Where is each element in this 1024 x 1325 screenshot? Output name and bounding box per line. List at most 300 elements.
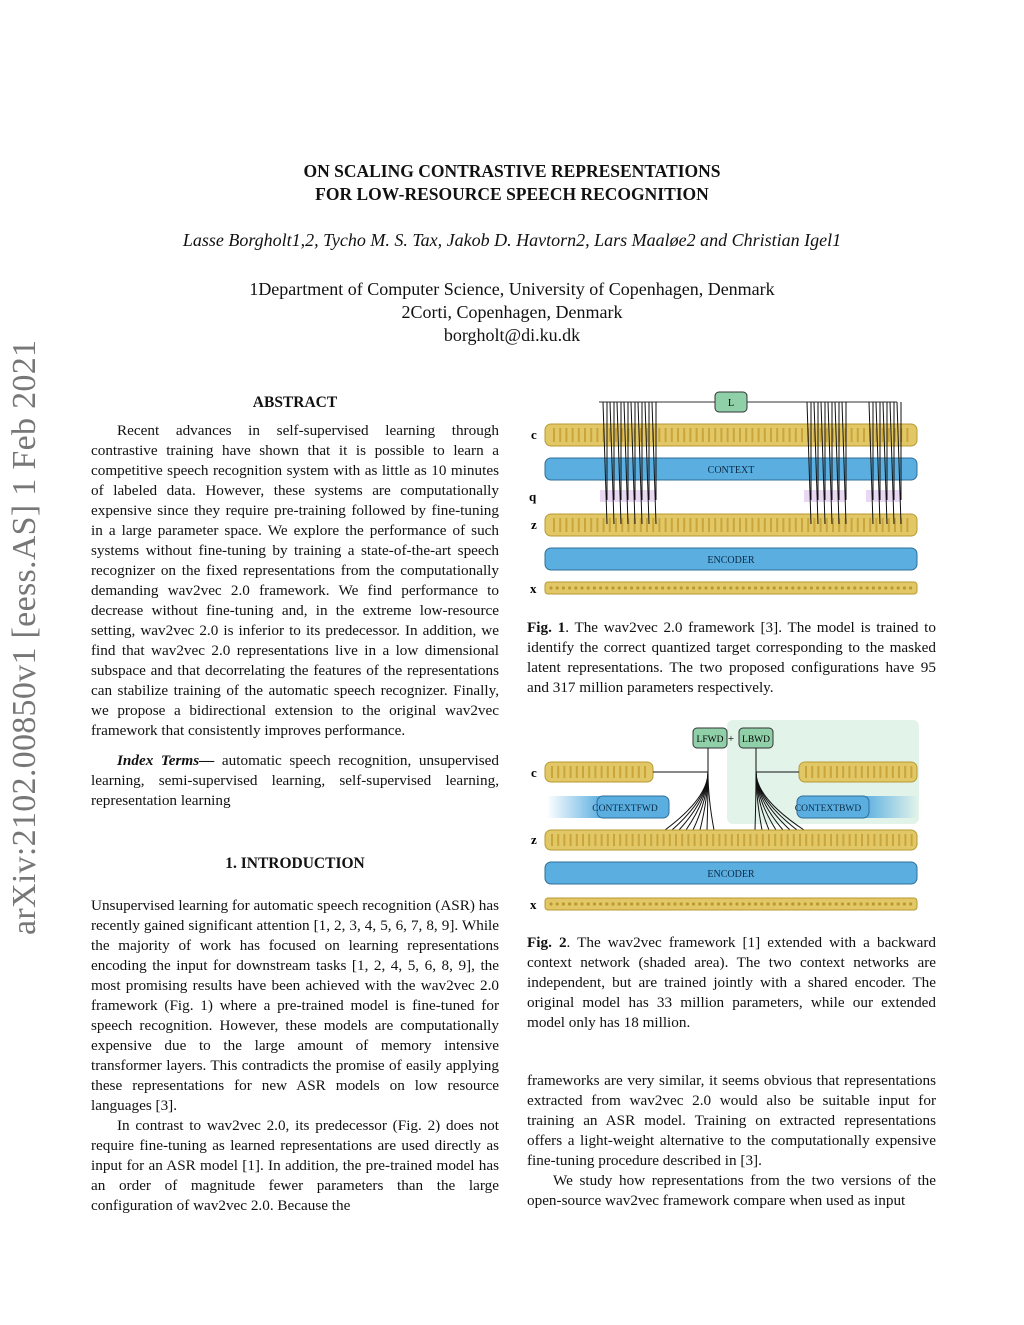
z-stripe	[892, 834, 894, 846]
x-dot	[816, 586, 819, 589]
quantized-mark	[804, 490, 810, 502]
z-stripe	[656, 834, 658, 846]
z-stripe	[578, 518, 580, 532]
c-stripe	[824, 766, 826, 778]
x-dot	[649, 902, 652, 905]
affiliation-2: 2Corti, Copenhagen, Denmark	[401, 302, 623, 322]
z-stripe	[725, 834, 727, 846]
c-stripe	[727, 428, 729, 442]
x-dot	[878, 902, 881, 905]
z-stripe	[553, 518, 555, 532]
c-stripe	[557, 766, 559, 778]
c-stripe	[820, 428, 822, 442]
c-stripe	[906, 428, 908, 442]
x-dot	[624, 586, 627, 589]
c-stripe	[594, 766, 596, 778]
c-stripe	[601, 766, 603, 778]
x-dot	[828, 902, 831, 905]
quantized-mark	[873, 490, 879, 502]
z-stripe	[787, 834, 789, 846]
x-dot	[841, 902, 844, 905]
z-stripe	[882, 518, 884, 532]
x-dot	[680, 586, 683, 589]
x-dot	[841, 586, 844, 589]
c-stripe	[615, 428, 617, 442]
c-stripe	[886, 766, 888, 778]
z-stripe	[683, 518, 685, 532]
c-stripe	[720, 428, 722, 442]
x-dot	[667, 902, 670, 905]
z-stripe	[727, 518, 729, 532]
quantized-mark	[832, 490, 838, 502]
z-stripe	[621, 518, 623, 532]
x-dot	[698, 586, 701, 589]
z-stripe	[826, 518, 828, 532]
x-dot	[667, 586, 670, 589]
x-dot	[766, 902, 769, 905]
c-stripe	[782, 428, 784, 442]
c-stripe	[805, 766, 807, 778]
x-dot	[760, 902, 763, 905]
x-dot	[661, 902, 664, 905]
x-dot	[835, 586, 838, 589]
z-stripe	[811, 834, 813, 846]
c-stripe	[770, 428, 772, 442]
z-stripe	[677, 518, 679, 532]
x-dot	[773, 902, 776, 905]
z-stripe	[756, 834, 758, 846]
quantized-mark	[607, 490, 613, 502]
quantized-mark	[600, 490, 606, 502]
x-dot	[562, 586, 565, 589]
fig2-caption-text: . The wav2vec framework [1] extended with a backward context network (shaded area). The two context networks are independent, but are trained jointly with a shared encoder. The original model has 33 million parameters, while our extended model only has 18 million.	[527, 934, 937, 1031]
z-stripe	[563, 834, 565, 846]
x-dot	[599, 586, 602, 589]
abstract-section	[91, 393, 499, 811]
c-stripe	[570, 766, 572, 778]
c-stripe	[851, 428, 853, 442]
encoder-label-2: ENCODER	[707, 869, 755, 880]
x-dot	[822, 902, 825, 905]
context-bwd-label: CONTEXTBWD	[794, 804, 862, 814]
x-dot	[853, 586, 856, 589]
z-stripe	[830, 834, 832, 846]
fan-line	[708, 772, 714, 830]
context-label: CONTEXT	[707, 465, 755, 476]
x-dot	[748, 586, 751, 589]
label-c-2: c	[531, 765, 537, 780]
figure-2-caption	[527, 933, 936, 1033]
z-stripe	[572, 518, 574, 532]
x-dot	[630, 586, 633, 589]
x-dot	[735, 586, 738, 589]
x-dot	[704, 586, 707, 589]
x-dot	[717, 586, 720, 589]
x-dot	[723, 902, 726, 905]
z-stripe	[619, 834, 621, 846]
x-dot	[729, 902, 732, 905]
z-stripe	[813, 518, 815, 532]
x-dot	[711, 586, 714, 589]
x-dot	[580, 586, 583, 589]
fig2-caption-label: Fig. 2	[527, 934, 567, 951]
quantized-mark	[635, 490, 641, 502]
x-dot	[791, 586, 794, 589]
z-stripe	[632, 834, 634, 846]
abstract-heading: ABSTRACT	[252, 394, 338, 411]
c-stripe	[857, 428, 859, 442]
z-stripe	[714, 518, 716, 532]
x-dot	[611, 902, 614, 905]
z-stripe	[607, 834, 609, 846]
c-stripe	[632, 766, 634, 778]
z-stripe	[712, 834, 714, 846]
z-stripe	[743, 834, 745, 846]
affiliation-1: 1Department of Computer Science, University of Copenhagen, Denmark	[249, 279, 775, 299]
c-stripe	[683, 428, 685, 442]
quantized-mark	[628, 490, 634, 502]
z-stripe	[764, 518, 766, 532]
x-dot	[872, 902, 875, 905]
x-dot	[897, 902, 900, 905]
x-dot	[804, 902, 807, 905]
z-stripe	[904, 834, 906, 846]
z-stripe	[663, 834, 665, 846]
index-terms-label: Index Terms—	[117, 752, 215, 769]
c-stripe	[758, 428, 760, 442]
z-stripe	[650, 834, 652, 846]
quantized-mark	[811, 490, 817, 502]
x-dot	[574, 902, 577, 905]
c-stripe	[789, 428, 791, 442]
z-stripe	[613, 834, 615, 846]
x-dot	[711, 902, 714, 905]
x-dot	[704, 902, 707, 905]
z-stripe	[733, 518, 735, 532]
z-stripe	[689, 518, 691, 532]
z-stripe	[758, 518, 760, 532]
x-dot	[909, 902, 912, 905]
x-dot	[804, 586, 807, 589]
figure-2-diagram	[527, 718, 927, 918]
c-stripe	[892, 766, 894, 778]
c-stripe	[764, 428, 766, 442]
x-dot	[549, 586, 552, 589]
z-stripe	[818, 834, 820, 846]
z-stripe	[774, 834, 776, 846]
title-line-1: ON SCALING CONTRASTIVE REPRESENTATIONS	[303, 161, 721, 181]
c-stripe	[776, 428, 778, 442]
title-line-2: FOR LOW-RESOURCE SPEECH RECOGNITION	[315, 184, 709, 204]
paper-title	[170, 160, 854, 206]
x-dot	[605, 902, 608, 905]
z-stripe	[551, 834, 553, 846]
x-dot	[742, 902, 745, 905]
x-dot	[556, 586, 559, 589]
x-dot	[556, 902, 559, 905]
intro-paragraph-2: In contrast to wav2vec 2.0, its predecessor (Fig. 2) does not require fine-tuning as learned representations are used directly as input for an ASR model [1]. In addition, the pre-trained model has an order of magnitude fewer parameters than the large configuration of wav2vec 2.0. Because the	[91, 1117, 499, 1214]
z-stripe	[681, 834, 683, 846]
x-dot	[680, 902, 683, 905]
x-dot	[810, 902, 813, 905]
x-dot	[587, 586, 590, 589]
z-stripe	[869, 518, 871, 532]
z-stripe	[576, 834, 578, 846]
z-stripe	[888, 518, 890, 532]
z-stripe	[751, 518, 753, 532]
x-dot	[760, 586, 763, 589]
c-stripe	[910, 766, 912, 778]
z-stripe	[762, 834, 764, 846]
x-dot	[692, 586, 695, 589]
x-dot	[729, 586, 732, 589]
x-dot	[642, 586, 645, 589]
x-dot	[723, 586, 726, 589]
z-stripe	[706, 834, 708, 846]
index-terms-text: automatic speech recognition, unsupervised learning, semi-supervised learning, self-supervised learning, representation learning	[91, 752, 499, 809]
c-stripe	[898, 766, 900, 778]
x-dot	[562, 902, 565, 905]
intro-heading: 1. INTRODUCTION	[225, 855, 365, 872]
z-stripe	[873, 834, 875, 846]
z-stripe	[836, 834, 838, 846]
z-stripe	[805, 834, 807, 846]
x-dot	[735, 902, 738, 905]
x-dot	[866, 586, 869, 589]
abstract-text: Recent advances in self-supervised learning through contrastive training have shown that it is possible to learn a competitive speech recognition system with as little as 10 minutes of labeled data. However, these systems are computationally expensive since they require pre-training followed by fine-tuning in a large parameter space. We explore the performance of such systems without fine-tuning by training a state-of-the-art speech recognizer on the fixed representations from the computationally demanding wav2vec 2.0 framework. We find performance to decrease without fine-tuning and, in the extreme low-resource setting, wav2vec 2.0 is inferior to its predecessor. In addition, we find that wav2vec 2.0 representations live in a low dimensional subspace and that decorrelating the features of the representations can stabilize training of the automatic speech recognizer. Finally, we propose a bidirectional extension to the original wav2vec framework that consistently improves performance.	[91, 422, 499, 739]
x-dot	[686, 902, 689, 905]
c-stripe	[795, 428, 797, 442]
c-stripe	[582, 766, 584, 778]
x-dot	[866, 902, 869, 905]
quantized-mark	[649, 490, 655, 502]
affiliations	[150, 278, 874, 347]
c-stripe	[553, 428, 555, 442]
x-dot	[673, 902, 676, 905]
c-stripe	[830, 766, 832, 778]
x-dot	[779, 586, 782, 589]
z-stripe	[745, 518, 747, 532]
x-dot	[574, 586, 577, 589]
label-z: z	[531, 517, 537, 532]
intro-paragraph-1: Unsupervised learning for automatic speech recognition (ASR) has recently gained significant attention [1, 2, 3, 4, 5, 6, 7, 8, 9]. While the majority of work has focused on learning representations encoding the input for downstream tasks [1, 2, 4, 5, 6, 8, 9], the most promising results have been achieved with the wav2vec 2.0 framework (Fig. 1) where a pre-trained model is fine-tuned for speech recognition. However, these models are computationally expensive due to the large amount of memory intensive transformer layers. This contradicts the promise of easily applying these representations for new ASR models on low resource languages [3].	[91, 897, 499, 1114]
plus-sign: +	[727, 733, 735, 745]
c-stripe	[702, 428, 704, 442]
x-dot	[580, 902, 583, 905]
z-stripe	[749, 834, 751, 846]
z-feature-row	[545, 514, 917, 536]
authors: Lasse Borgholt1,2, Tycho M. S. Tax, Jakob D. Havtorn2, Lars Maaløe2 and Christian Igel1	[182, 230, 842, 250]
c-fwd-row	[545, 762, 653, 782]
c-stripe	[588, 766, 590, 778]
x-dot	[698, 902, 701, 905]
c-stripe	[842, 766, 844, 778]
quantized-mark	[621, 490, 627, 502]
fan-line	[672, 772, 708, 830]
x-dot	[791, 902, 794, 905]
z-stripe	[886, 834, 888, 846]
fig1-caption-label: Fig. 1	[527, 619, 566, 636]
c-stripe	[888, 428, 890, 442]
x-dot	[872, 586, 875, 589]
c-stripe	[596, 428, 598, 442]
x-dot	[605, 586, 608, 589]
x-dot	[797, 586, 800, 589]
c-stripe	[801, 428, 803, 442]
z-stripe	[694, 834, 696, 846]
z-stripe	[793, 834, 795, 846]
x-dot	[742, 586, 745, 589]
quantized-mark	[894, 490, 900, 502]
c-stripe	[638, 766, 640, 778]
x-dot	[859, 586, 862, 589]
z-stripe	[570, 834, 572, 846]
x-dot	[686, 586, 689, 589]
x-dot	[673, 586, 676, 589]
c-stripe	[714, 428, 716, 442]
c-stripe	[733, 428, 735, 442]
c-stripe	[578, 428, 580, 442]
x-dot	[785, 586, 788, 589]
z-stripe	[782, 518, 784, 532]
x-dot	[847, 902, 850, 905]
z-stripe	[824, 834, 826, 846]
quantized-mark	[839, 490, 845, 502]
z-stripe	[718, 834, 720, 846]
x-dot	[785, 902, 788, 905]
c-stripe	[873, 766, 875, 778]
c-stripe	[817, 766, 819, 778]
z-stripe	[658, 518, 660, 532]
z-stripe	[720, 518, 722, 532]
x-dot	[853, 902, 856, 905]
z-stripe	[615, 518, 617, 532]
context-fwd-label: CONTEXTFWD	[592, 804, 658, 814]
z-stripe	[588, 834, 590, 846]
figure-1-caption	[527, 618, 936, 698]
c-stripe	[696, 428, 698, 442]
c-stripe	[861, 766, 863, 778]
z-stripe	[849, 834, 851, 846]
c-stripe	[671, 428, 673, 442]
quantized-mark	[818, 490, 824, 502]
x-dot	[618, 586, 621, 589]
c-stripe	[751, 428, 753, 442]
c-stripe	[836, 766, 838, 778]
z-stripe	[739, 518, 741, 532]
x-dot	[859, 902, 862, 905]
loss-label: L	[727, 398, 735, 409]
right-paragraph-1: frameworks are very similar, it seems obvious that representations extracted from wav2vec 2.0 would also be suitable input for training an ASR model. Training on extracted representations offers a light-weight alternative to the computationally expensive fine-tuning procedure described in [3].	[527, 1072, 936, 1169]
label-x-2: x	[530, 897, 537, 912]
x-dot	[655, 902, 658, 905]
email: borgholt@di.ku.dk	[443, 325, 581, 345]
x-dot	[828, 586, 831, 589]
c-stripe	[677, 428, 679, 442]
c-stripe	[619, 766, 621, 778]
quantized-mark	[866, 490, 872, 502]
z-stripe	[863, 518, 865, 532]
x-dot	[816, 902, 819, 905]
z-stripe	[861, 834, 863, 846]
z-stripe	[700, 834, 702, 846]
c-stripe	[665, 428, 667, 442]
x-dot	[549, 902, 552, 905]
x-dot	[587, 902, 590, 905]
c-stripe	[551, 766, 553, 778]
x-dot	[748, 902, 751, 905]
z-stripe	[867, 834, 869, 846]
x-dot	[754, 586, 757, 589]
encoder-label: ENCODER	[707, 555, 755, 566]
x-dot	[773, 586, 776, 589]
z-stripe	[880, 834, 882, 846]
z-stripe	[601, 834, 603, 846]
z-stripe	[789, 518, 791, 532]
x-dot	[779, 902, 782, 905]
c-stripe	[584, 428, 586, 442]
z-stripe	[609, 518, 611, 532]
x-dot	[593, 586, 596, 589]
x-dot	[618, 902, 621, 905]
z-stripe	[770, 518, 772, 532]
introduction-section	[91, 854, 499, 1216]
x-dot	[810, 586, 813, 589]
arxiv-side-stamp: arXiv:2102.00850v1 [eess.AS] 1 Feb 2021	[6, 339, 43, 935]
x-dot	[847, 586, 850, 589]
c-stripe	[563, 766, 565, 778]
c-stripe	[739, 428, 741, 442]
x-dot	[568, 902, 571, 905]
x-dot	[692, 902, 695, 905]
c-stripe	[863, 428, 865, 442]
figure-1-diagram	[527, 388, 927, 600]
x-dot	[655, 586, 658, 589]
z-stripe	[737, 834, 739, 846]
z-stripe	[768, 834, 770, 846]
z-stripe	[675, 834, 677, 846]
x-dot	[754, 902, 757, 905]
right-body-text	[527, 1071, 936, 1211]
x-dot	[642, 902, 645, 905]
z-stripe	[855, 834, 857, 846]
x-dot	[599, 902, 602, 905]
x-dot	[890, 586, 893, 589]
c-stripe	[848, 766, 850, 778]
c-stripe	[644, 766, 646, 778]
z-stripe	[669, 834, 671, 846]
z-stripe	[565, 518, 567, 532]
z-stripe	[652, 518, 654, 532]
c-stripe	[625, 766, 627, 778]
z-stripe	[801, 518, 803, 532]
x-dot	[717, 902, 720, 905]
x-dot	[636, 902, 639, 905]
z-stripe	[687, 834, 689, 846]
quantized-mark	[880, 490, 886, 502]
z-stripe	[708, 518, 710, 532]
c-feature-row	[545, 424, 917, 446]
x-dot	[878, 586, 881, 589]
c-stripe	[745, 428, 747, 442]
label-q: q	[529, 489, 537, 504]
c-stripe	[572, 428, 574, 442]
z-stripe	[665, 518, 667, 532]
z-stripe	[820, 518, 822, 532]
c-stripe	[867, 766, 869, 778]
index-terms	[91, 751, 499, 811]
c-stripe	[904, 766, 906, 778]
